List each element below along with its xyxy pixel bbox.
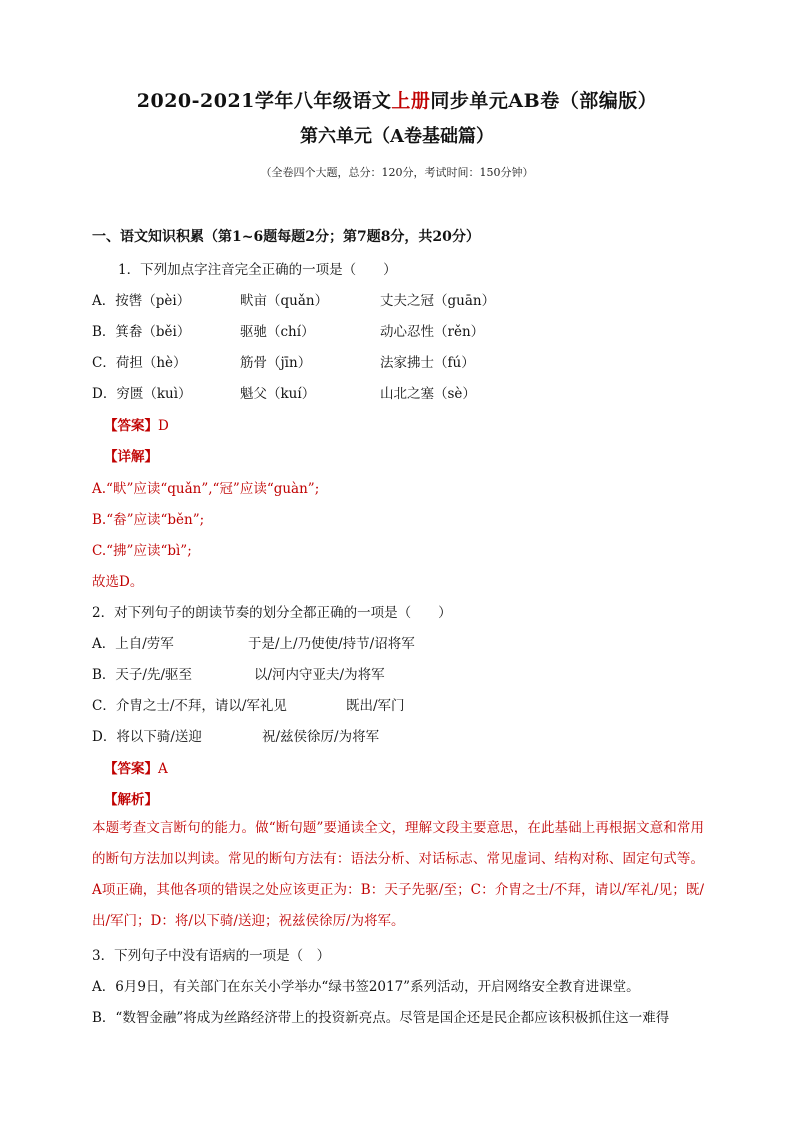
- q3-stem: 3．下列句子中没有语病的一项是（ ）: [92, 948, 331, 964]
- document-title: [0, 86, 794, 113]
- section-heading: 一、语文知识积累（第1~6题每题2分；第7题8分，共20分）: [92, 229, 480, 245]
- q2-stem: 2．对下列句子的朗读节奏的划分全都正确的一项是（ ）: [92, 605, 452, 621]
- q1-detail-c: C.“拂”应读“bì”;: [92, 543, 192, 559]
- answer-label: 【答案】: [104, 761, 158, 777]
- q1-detail-a: A.“畎”应读“quǎn”,“冠”应读“guàn”;: [92, 481, 320, 497]
- q1-answer: [104, 414, 169, 434]
- q1-option-d-3: 山北之塞（sè）: [380, 386, 476, 402]
- q1-option-b-2: 驱驰（chí）: [240, 324, 315, 340]
- q1-option-a-2: 畎亩（quǎn）: [240, 293, 329, 309]
- title-prefix: 2020-2021学年八年级语文: [136, 90, 392, 112]
- answer-label: 【答案】: [104, 418, 158, 434]
- q1-option-c-1: C．荷担（hè）: [92, 355, 187, 371]
- title-red-text: 上册: [391, 90, 431, 112]
- q1-option-a-1: A．按辔（pèi）: [92, 293, 191, 309]
- unit-title: 第六单元（A卷基础篇）: [300, 126, 494, 147]
- q2-answer: [104, 757, 168, 777]
- q1-option-b-3: 动心忍性（rěn）: [380, 324, 485, 340]
- q3-option-a: A．6月9日，有关部门在东关小学举办“绿书签2017”系列活动，开启网络安全教育进课堂。: [92, 979, 640, 995]
- q1-detail-b: B.“畚”应读“běn”;: [92, 512, 205, 528]
- q1-option-a-3: 丈夫之冠（guān）: [380, 293, 496, 309]
- q2-option-b-2: 以/河内守亚夫/为将军: [254, 667, 385, 683]
- q1-option-d-2: 魁父（kuí）: [240, 386, 316, 402]
- q2-option-c-2: 既出/军门: [346, 698, 405, 714]
- q3-option-b: B．“数智金融”将成为丝路经济带上的投资新亮点。尽管是国企还是民企都应该积极抓住这一难得: [92, 1010, 670, 1026]
- exam-info: （全卷四个大题，总分：120分，考试时间：150分钟）: [260, 166, 534, 179]
- q2-option-d-1: D．将以下骑/送迎: [92, 729, 202, 745]
- answer-value: D: [158, 418, 169, 434]
- q2-option-b-1: B．天子/先/驱至: [92, 667, 193, 683]
- title-suffix: 同步单元AB卷（部编版）: [430, 90, 658, 112]
- q1-option-c-3: 法家拂士（fú）: [380, 355, 475, 371]
- q1-stem: 1．下列加点字注音完全正确的一项是（ ）: [118, 262, 397, 278]
- q2-option-a-2: 于是/上/乃使使/持节/诏将军: [248, 636, 415, 652]
- q2-option-c-1: C．介胄之士/不拜，请以/军礼见: [92, 698, 287, 714]
- q1-option-b-1: B．箕畚（běi）: [92, 324, 191, 340]
- q1-option-d-1: D．穷匮（kuì）: [92, 386, 192, 402]
- q1-option-c-2: 筋骨（jīn）: [240, 355, 312, 371]
- q2-analysis-label: 【解析】: [104, 792, 158, 808]
- q1-detail-label: 【详解】: [104, 449, 158, 465]
- answer-value: A: [158, 761, 168, 777]
- q2-option-a-1: A．上自/劳军: [92, 636, 174, 652]
- q2-analysis-text: 本题考查文言断句的能力。做“断句题”要通读全文，理解文段主要意思，在此基础上再根据文意和常用的断句方法加以判读。常见的断句方法有：语法分析、对话标志、常见虚词、结构对称、固定句式等。A项正确，其他各项的错误之处应该更正为：B：天子先驱/至；C：介胄之士/不拜，请以/军礼/见；既/出/军门；D：将/以下骑/送迎；祝兹侯徐厉/为将军。: [92, 820, 704, 929]
- q2-option-d-2: 祝/兹侯徐厉/为将军: [262, 729, 380, 745]
- q1-conclusion: 故选D。: [92, 574, 144, 590]
